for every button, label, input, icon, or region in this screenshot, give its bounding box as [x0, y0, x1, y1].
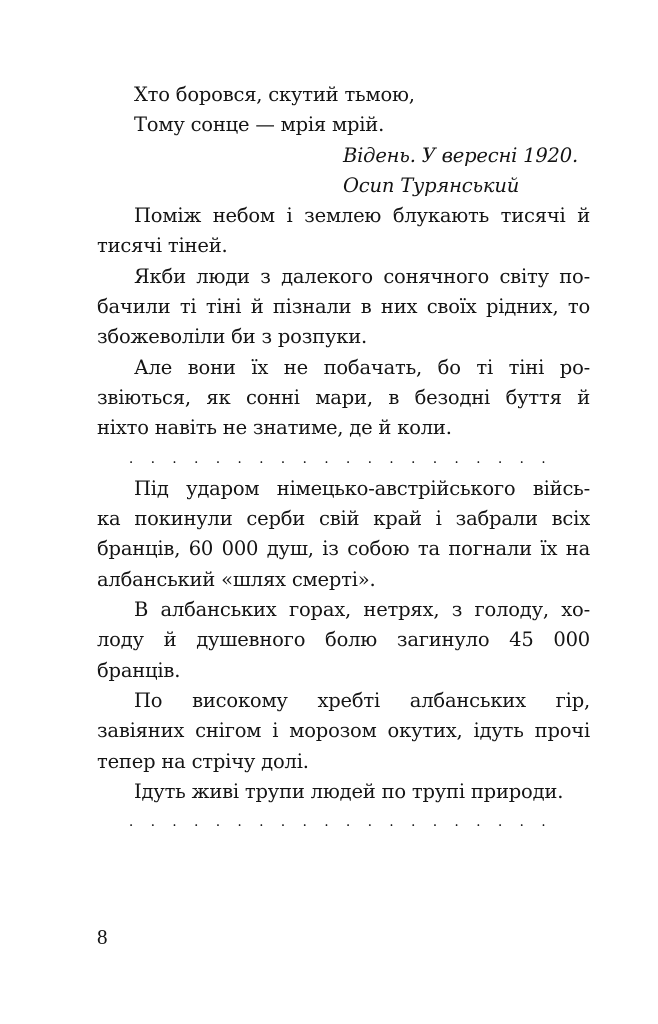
paragraph: [97, 595, 590, 686]
paragraph: [97, 353, 590, 444]
text-line: Під ударом німецько-австрійського війсь-: [134, 476, 590, 500]
text-line: завіяних снігом і морозом окутих, ідуть прочі: [97, 719, 590, 743]
poem-place-date: Відень. У вересні 1920.: [343, 143, 578, 167]
book-page: [97, 80, 590, 837]
text-line: В албанських горах, нетрях, з голоду, хо-: [134, 598, 590, 622]
text-line: збожеволіли би з розпуки.: [97, 325, 367, 349]
poem-line-2: Тому сонце — мрія мрій.: [134, 113, 385, 137]
text-line: тисячі тіней.: [97, 234, 228, 258]
text-line: Якби люди з далекого сонячного світу по-: [134, 264, 590, 288]
text-line: албанський «шлях смерті».: [97, 567, 376, 591]
text-line: Поміж небом і землею блукають тисячі й: [134, 204, 590, 228]
paragraph: [97, 262, 590, 353]
section-separator: . . . . . . . . . . . . . . . . . . . .: [128, 450, 553, 467]
text-line: Але вони їх не побачать, бо ті тіні ро-: [134, 355, 590, 379]
text-line: звіються, як сонні мари, в безодні буття й: [97, 385, 590, 409]
text-line: лоду й душевного болю загинуло 45 000: [97, 628, 590, 652]
text-line: ніхто навіть не знатиме, де й коли.: [97, 416, 452, 440]
text-line: тепер на стрічу долі.: [97, 749, 309, 773]
section-separator: . . . . . . . . . . . . . . . . . . . .: [128, 814, 553, 831]
poem-line-1: Хто боровся, скутий тьмою,: [134, 83, 415, 106]
text-line: По високому хребті албанських гір,: [134, 688, 590, 712]
poem-author: Осип Турянський: [343, 173, 520, 197]
page-number: 8: [97, 925, 108, 949]
paragraph: [97, 777, 590, 807]
text-line: бачили ті тіні й пізнали в них своїх рідних, то: [97, 295, 590, 319]
text-line: бранців.: [97, 658, 181, 682]
text-line: бранців, 60 000 душ, із собою та погнали їх на: [97, 537, 590, 561]
paragraph: [97, 201, 590, 262]
text-line: Ідуть живі трупи людей по трупі природи.: [134, 779, 564, 803]
text-line: ка покинули серби свій край і забрали всіх: [97, 507, 590, 531]
paragraph: [97, 686, 590, 777]
paragraph: [97, 474, 590, 595]
